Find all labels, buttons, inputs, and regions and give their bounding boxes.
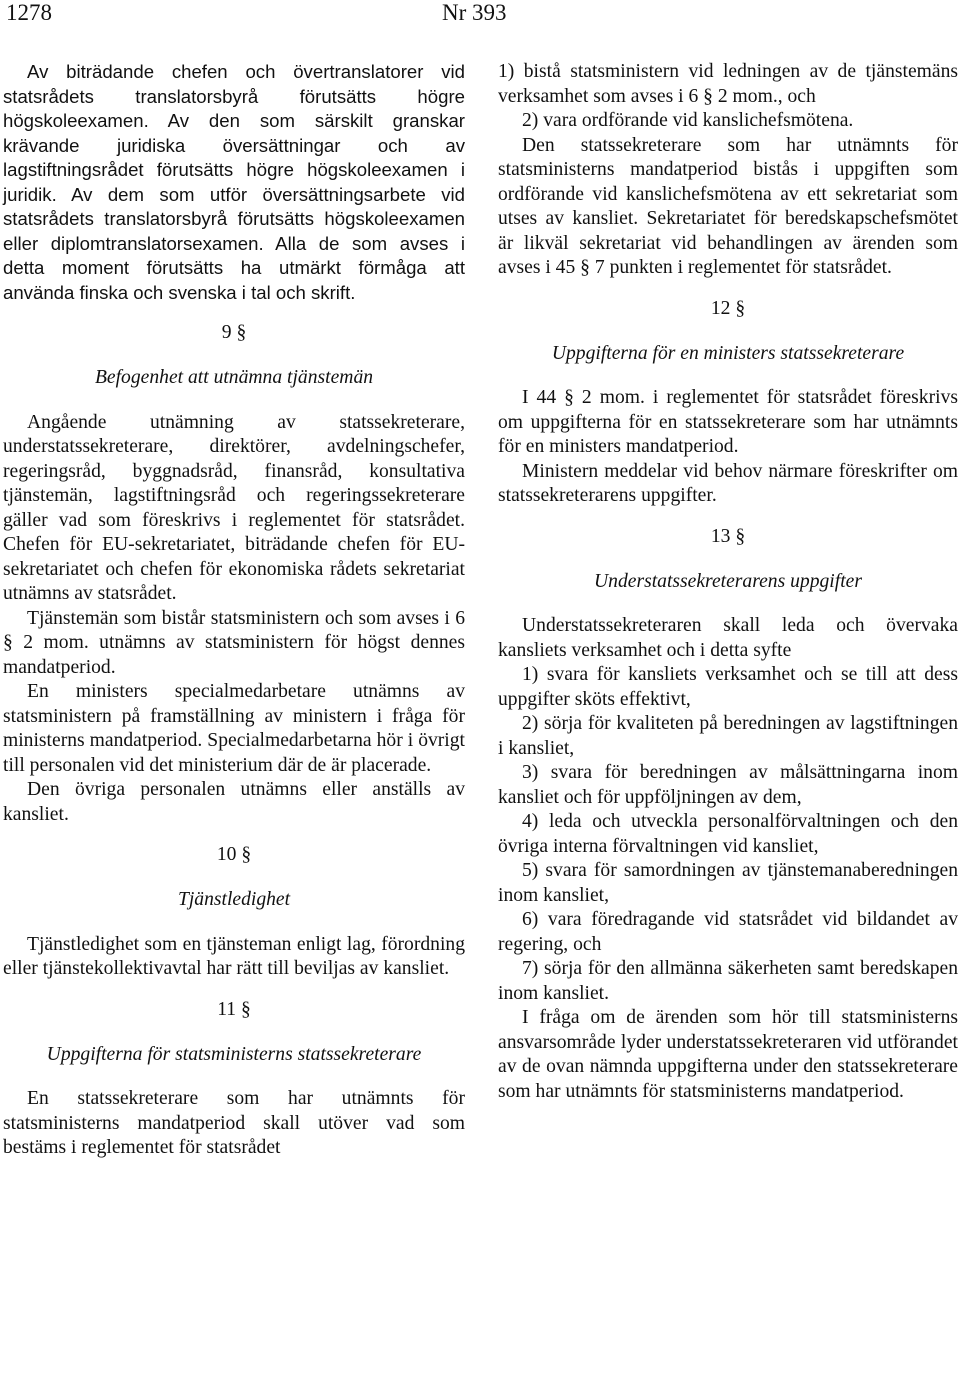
page-number: 1278: [6, 0, 52, 25]
section-13-list-item: 6) vara föredragande vid statsrådet vid bildandet av regering, och: [498, 909, 958, 955]
section-12-title: Uppgifterna för en ministers statssekreterare: [551, 342, 905, 364]
issue-number: Nr 393: [442, 0, 507, 25]
section-13-list-item: 2) sörja för kvaliteten på beredningen av lagstiftningen i kansliet,: [498, 713, 958, 759]
section-12-number: 12 §: [710, 297, 746, 319]
section-9-paragraph: Tjänstemän som bistår statsministern och som avses i 6 § 2 mom. utnämns av statsministern för högst dennes mandatperiod.: [3, 607, 465, 678]
section-13-paragraph: I fråga om de ärenden som hör till statsministerns ansvarsområde lyder understatssekreteraren vid utförandet av de ovan nämnda uppgifterna under den statssekreterare som har utnämnts för statsministerns mandatperiod.: [498, 1007, 958, 1102]
section-12-paragraph: I 44 § 2 mom. i reglementet för statsrådet föreskrivs om uppgifterna för en statssekreterare som har utnämnts för en ministers mandatperiod.: [498, 387, 958, 457]
section-9-paragraph: Angående utnämning av statssekreterare, understatssekreterare, direktörer, avdelningschefer, regeringsråd, byggnadsråd, finansråd, konsultativa tjänstemän, lagstiftningsråd och regeringssekreterare gäller vad som föreskrivs i reglementet för statsrådet. Chefen för EU-sekretariatet, biträdande chefen för EU-sekretariatet och chefen för ekonomiska rådets sekretariat utnämns av statsrådet.: [3, 411, 465, 604]
section-13-paragraph: Understatssekreteraren skall leda och övervaka kansliets verksamhet och i detta syfte: [498, 615, 958, 661]
running-header: [0, 0, 960, 30]
section-13-list-item: 4) leda och utveckla personalförvaltningen och den övriga interna förvaltningen vid kansliet,: [498, 811, 958, 857]
section-9-paragraph: En ministers specialmedarbetare utnämns av statsministern på framställning av ministern i fråga för ministerns mandatperiod. Specialmedarbetarna hör i övrigt till personalen vid det ministerium där de är placerade.: [3, 681, 465, 776]
section-13-list-item: 7) sörja för den allmänna säkerheten samt beredskapen inom kansliet.: [498, 958, 958, 1004]
section-12-paragraph: Ministern meddelar vid behov närmare föreskrifter om statssekreterarens uppgifter.: [498, 460, 958, 506]
section-10-title: Tjänstledighet: [177, 889, 291, 910]
left-column: [3, 60, 465, 1161]
section-13-title: Understatssekreterarens uppgifter: [594, 570, 862, 592]
section-10-paragraph: Tjänstledighet som en tjänsteman enligt lag, förordning eller tjänstekollektivavtal har rätt till beviljas av kansliet.: [3, 933, 465, 979]
continuation-list-item: 1) bistå statsministern vid ledningen av de tjänstemäns verksamhet som avses i 6 § 2 mom., och: [498, 61, 958, 107]
section-13-list-item: 3) svara för beredningen av målsättningarna inom kansliet och för uppföljningen av dem,: [498, 762, 958, 808]
continuation-list-item: 2) vara ordförande vid kanslichefsmötena.: [522, 110, 854, 131]
section-9-number: 9 §: [221, 322, 247, 343]
section-11-title: Uppgifterna för statsministerns statssekreterare: [46, 1043, 422, 1065]
continuation-paragraph: Den statssekreterare som har utnämnts för statsministerns mandatperiod bistås i uppgiften som ordförande vid kanslichefsmötena av ett sekretariat som utses av kansliet. Sekretariatet för beredskapschefsmötet är likväl sekretariat vid behandlingen av ärenden som avses i 45 § 7 punkten i reglementet för statsrådet.: [498, 134, 958, 278]
section-13-list-item: 5) svara för samordningen av tjänstemanaberedningen inom kansliet,: [498, 860, 958, 906]
section-9-title: Befogenhet att utnämna tjänstemän: [94, 367, 374, 388]
section-11-paragraph: En statssekreterare som har utnämnts för statsministerns mandatperiod skall utöver vad som bestäms i reglementet för statsrådet: [3, 1088, 465, 1158]
section-10-number: 10 §: [216, 844, 252, 865]
section-9-paragraph: Den övriga personalen utnämns eller anställs av kansliet.: [3, 779, 465, 825]
section-13-list-item: 1) svara för kansliets verksamhet och se till att dess uppgifter sköts effektivt,: [498, 664, 958, 710]
section-11-number: 11 §: [217, 998, 251, 1020]
section-13-number: 13 §: [710, 525, 746, 547]
intro-paragraph: Av biträdande chefen och övertranslatorer vid statsrådets translatorsbyrå förutsätts högre högskoleexamen. Av den som särskilt granskar krävande juridiska översättningar och av lagstiftningsrådet förutsätts högre högskoleexamen i juridik. Av dem som utför översättningsarbete vid statsrådets translatorsbyrå förutsätts högskoleexamen eller diplomtranslatorsexamen. Alla de som avses i detta moment förutsätts ha utmärkt förmåga att använda finska och svenska i tal och skrift.: [3, 61, 465, 303]
right-column: [498, 60, 958, 1104]
